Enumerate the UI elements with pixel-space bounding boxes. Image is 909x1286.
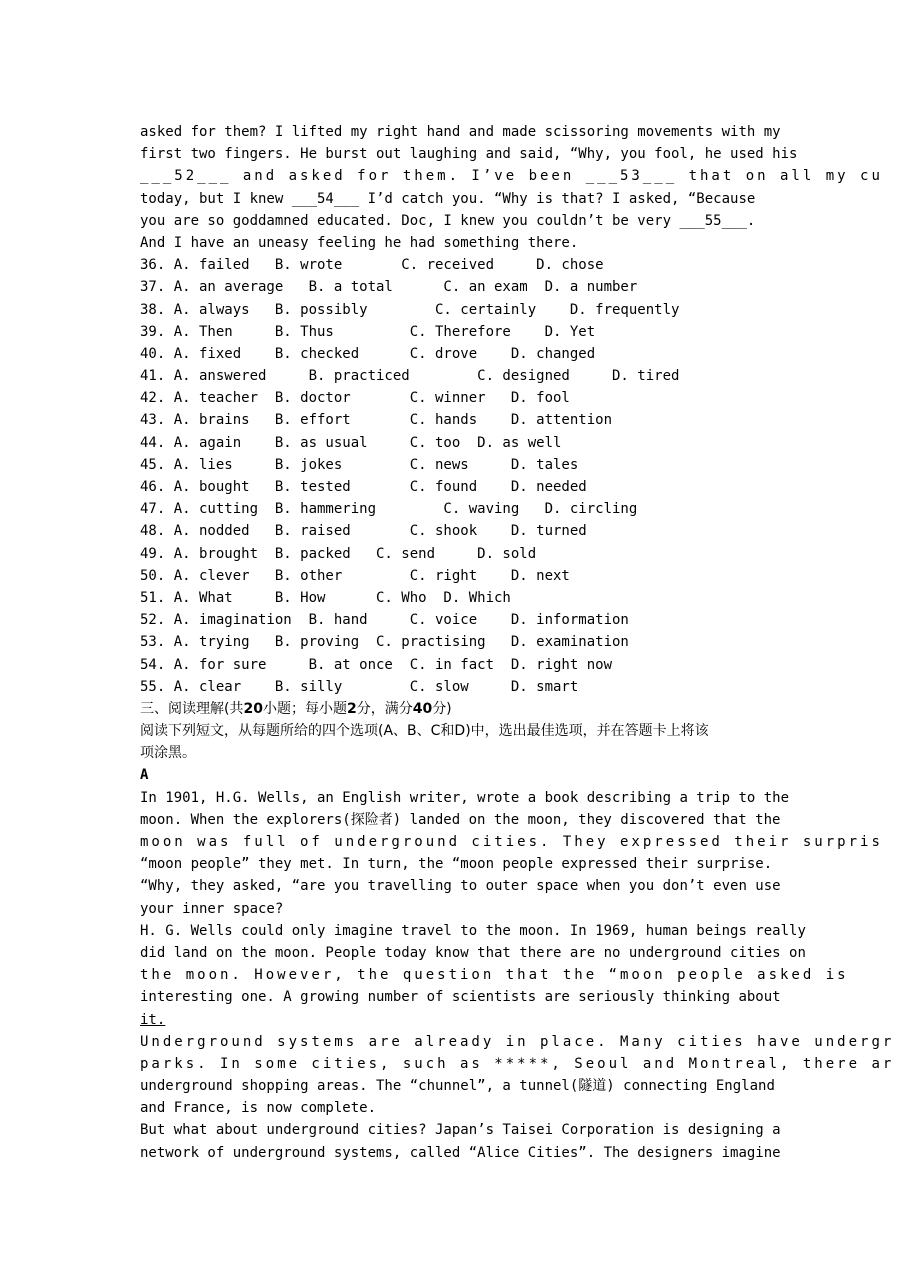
passage-a: [140, 787, 909, 1164]
text-line: parks. In some cities, such as *****, Seoul and Montreal, there ar: [140, 1055, 895, 1072]
option-row-55: 55. A. clear B. silly C. slow D. smart: [140, 678, 579, 695]
text-line: But what about underground cities? Japan’s Taisei Corporation is designing a: [140, 1122, 781, 1139]
text-line: you are so goddamned educated. Doc, I knew you couldn’t be very ___55___.: [140, 212, 756, 229]
option-row-46: 46. A. bought B. tested C. found D. needed: [140, 479, 587, 495]
option-row-38: 38. A. always B. possibly C. certainly D. frequently: [140, 301, 680, 318]
option-row-50: 50. A. clever B. other C. right D. next: [140, 567, 570, 584]
option-row-39: 39. A. Then B. Thus C. Therefore D. Yet: [140, 323, 596, 340]
section-heading: [140, 698, 909, 720]
option-row-45: 45. A. lies B. jokes C. news D. tales: [140, 456, 579, 473]
text-line: “Why, they asked, “are you travelling to outer space when you don’t even use: [140, 878, 781, 895]
text-line: it.: [140, 1011, 166, 1028]
text-line: “moon people” they met. In turn, the “moon people expressed their surprise.: [140, 856, 773, 873]
heading-suffix: 分): [432, 700, 452, 717]
heading-mid: 小题；每小题: [262, 700, 347, 717]
heading-total: 40: [412, 700, 433, 717]
document-page: [140, 121, 909, 1164]
text-line: Underground systems are already in place. Many cities have undergr: [140, 1033, 895, 1050]
text-line: interesting one. A growing number of scientists are seriously thinking about: [140, 989, 781, 1006]
option-row-52: 52. A. imagination B. hand C. voice D. information: [140, 612, 629, 629]
text-line: network of underground systems, called “Alice Cities”. The designers imagine: [140, 1144, 781, 1161]
heading-mid2: 分，满分: [356, 700, 413, 717]
option-row-49: 49. A. brought B. packed C. send D. sold: [140, 545, 537, 562]
heading-count: 20: [243, 700, 263, 717]
passage-label: A: [140, 767, 149, 784]
option-row-40: 40. A. fixed B. checked C. drove D. changed: [140, 345, 596, 362]
text-line: underground shopping areas. The “chunnel”, a tunnel(隧道) connecting England: [140, 1078, 775, 1095]
option-row-36: 36. A. failed B. wrote C. received D. chose: [140, 257, 604, 274]
option-row-54: 54. A. for sure B. at once C. in fact D. right now: [140, 656, 613, 673]
option-row-42: 42. A. teacher B. doctor C. winner D. fool: [140, 390, 570, 407]
instruction-line: 阅读下列短文，从每题所给的四个选项(A、B、C和D)中，选出最佳选项，并在答题卡上将该: [140, 723, 709, 740]
option-row-47: 47. A. cutting B. hammering C. waving D. circling: [140, 501, 638, 518]
text-line: the moon. However, the question that the “moon people asked is: [140, 967, 849, 984]
instruction-line: 项涂黑。: [140, 745, 196, 762]
text-line: asked for them? I lifted my right hand and made scissoring movements with my: [140, 124, 781, 140]
text-line: H. G. Wells could only imagine travel to the moon. In 1969, human beings really: [140, 922, 806, 939]
heading-points: 2: [346, 700, 357, 717]
option-row-53: 53. A. trying B. proving C. practising D. examination: [140, 634, 629, 651]
text-line: moon. When the explorers(探险者) landed on the moon, they discovered that the: [140, 811, 781, 828]
text-line: and France, is now complete.: [140, 1100, 377, 1117]
text-line: moon was full of underground cities. They expressed their surpris: [140, 834, 883, 850]
option-row-51: 51. A. What B. How C. Who D. Which: [140, 589, 511, 606]
option-row-37: 37. A. an average B. a total C. an exam D. a number: [140, 279, 638, 296]
passage-top: [140, 121, 909, 254]
text-line: today, but I knew ___54___ I’d catch you. “Why is that? I asked, “Because: [140, 190, 756, 207]
text-line: your inner space?: [140, 900, 284, 917]
answer-options: [140, 254, 909, 698]
text-line: did land on the moon. People today know that there are no underground cities on: [140, 944, 806, 961]
option-row-44: 44. A. again B. as usual C. too D. as well: [140, 434, 562, 451]
text-line: In 1901, H.G. Wells, an English writer, wrote a book describing a trip to the: [140, 789, 790, 806]
heading-prefix: 三、阅读理解(共: [140, 700, 244, 717]
option-row-48: 48. A. nodded B. raised C. shook D. turned: [140, 523, 587, 540]
text-line: And I have an uneasy feeling he had something there.: [140, 234, 579, 251]
text-line: first two fingers. He burst out laughing and said, “Why, you fool, he used his: [140, 146, 798, 163]
option-row-43: 43. A. brains B. effort C. hands D. attention: [140, 412, 613, 429]
option-row-41: 41. A. answered B. practiced C. designed D. tired: [140, 368, 680, 385]
text-line: ___52___ and asked for them. I’ve been ___53___ that on all my cu: [140, 168, 883, 185]
